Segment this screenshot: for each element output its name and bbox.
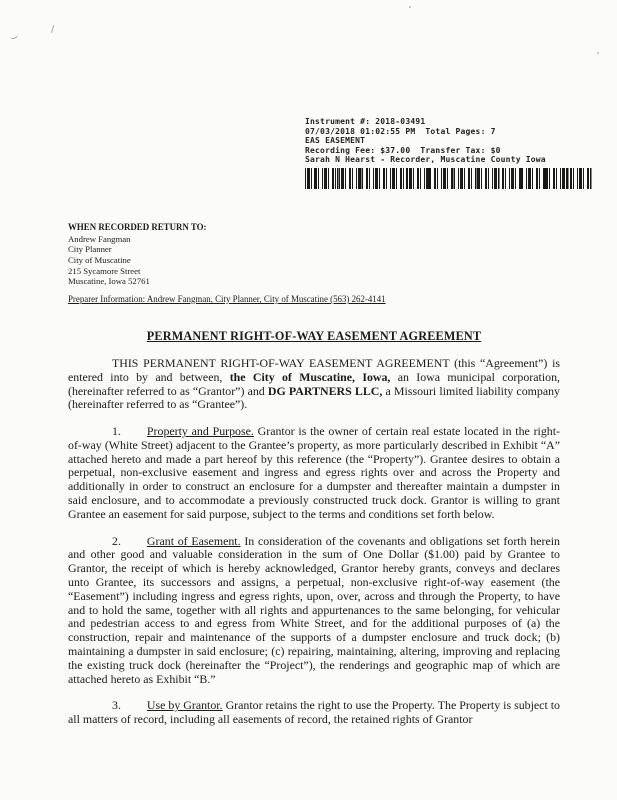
paragraph-segment: DG PARTNERS LLC, <box>267 383 383 398</box>
page-content <box>0 222 617 727</box>
paragraph-segment: THIS PERMANENT RIGHT-OF-WAY EASEMENT AGREEMENT (this “Agreement”) is entered into by and between, <box>68 355 560 384</box>
pen-mark <box>51 25 61 35</box>
paragraph-segment: 3. <box>112 698 121 713</box>
return-address-lines <box>68 234 560 287</box>
paragraph-segment: an Iowa municipal corporation, (hereinafter referred to as “Grantor”) and <box>68 369 560 398</box>
recorder-stamp <box>305 117 593 189</box>
preparer-line: Preparer Information: Andrew Fangman, City Planner, City of Muscatine (563) 262-4141 <box>68 293 386 304</box>
return-address-line: City of Muscatine <box>68 255 131 266</box>
pen-mark <box>8 30 19 40</box>
section-2-grant-of-easement <box>68 535 560 687</box>
section-3-use-by-grantor <box>68 699 560 727</box>
return-address-line: 215 Sycamore Street <box>68 265 141 276</box>
paragraph-segment: In consideration of the covenants and obligations set forth herein and other good and valuable consideration in the sum of One Dollar ($1.00) paid by Grantee to Grantor, the receipt of which is hereby acknowledged, Grantor hereby grants, conveys and declares unto Grantee, its successors and assigns, a perpetual, non-exclusive right-of-way easement (the “Easement”) including ingress and egress rights, upon, over, across and through the Property, to have and to hold the same, together with all rights and appurtenances to the same belonging, for vehicular and pedestrian access to and egress from White Street, and for the additional purposes of (a) the construction, repair and maintenance of the supports of a dumpster enclosure and truck dock; (b) maintaining a dumpster in said enclosure; (c) repairing, maintaining, altering, improving and replacing the existing truck dock (hereinafter the “Project”), the renderings and geographic map of which are attached hereto as Exhibit “B.” <box>68 533 561 686</box>
barcode <box>305 168 593 189</box>
document-title: PERMANENT RIGHT-OF-WAY EASEMENT AGREEMENT <box>146 328 482 343</box>
document-body <box>68 357 560 727</box>
stamp-line: Recording Fee: $37.00 Transfer Tax: $0 <box>305 145 501 155</box>
paragraph-segment: a Missouri limited liability company (hereinafter referred to as “Grantee”). <box>68 383 560 412</box>
paragraph-segment: Property and Purpose. <box>146 424 254 439</box>
return-address-line: Andrew Fangman <box>68 233 131 244</box>
scan-dot <box>597 52 599 54</box>
intro-paragraph <box>68 357 560 412</box>
paragraph-segment: Grantor is the owner of certain real estate located in the right-of-way (White Street) adjacent to the Grantee’s property, as more particularly described in Exhibit “A” attached hereto and made a part hereof by this reference (the “Property”). Grantee desires to obtain a perpetual, non-exclusive easement and ingress and egress rights over and across the Property and additionally in order to construct an enclosure for a dumpster and thereafter maintain a dumpster in said enclosure, and to accommodate a previously constructed truck dock. Grantor is willing to grant Grantee an easement for said purpose, subject to the terms and conditions set forth below. <box>68 424 561 521</box>
paragraph-segment: Grantor retains the right to use the Property. The Property is subject to all matters of record, including all easements of record, the retained rights of Grantor <box>68 698 560 727</box>
paragraph-segment: 1. <box>112 424 121 439</box>
recorder-stamp-lines <box>305 117 593 165</box>
section-1-property-and-purpose <box>68 425 560 522</box>
stamp-line: Sarah N Hearst - Recorder, Muscatine County Iowa <box>305 155 546 165</box>
paragraph-segment: Grant of Easement. <box>146 533 241 548</box>
stamp-line: Instrument #: 2018-03491 <box>305 117 426 126</box>
return-address-heading: WHEN RECORDED RETURN TO: <box>68 222 207 232</box>
return-address-line: City Planner <box>68 244 112 255</box>
scan-dot <box>409 6 411 8</box>
paragraph-segment: 2. <box>112 533 121 548</box>
stamp-line: 07/03/2018 01:02:55 PM Total Pages: 7 <box>305 126 496 136</box>
return-address-line: Muscatine, Iowa 52761 <box>68 276 150 287</box>
paragraph-segment: the City of Muscatine, Iowa, <box>229 369 391 384</box>
return-address-block <box>68 222 560 287</box>
paragraph-segment: Use by Grantor. <box>146 698 223 713</box>
stamp-line: EAS EASEMENT <box>305 136 366 146</box>
